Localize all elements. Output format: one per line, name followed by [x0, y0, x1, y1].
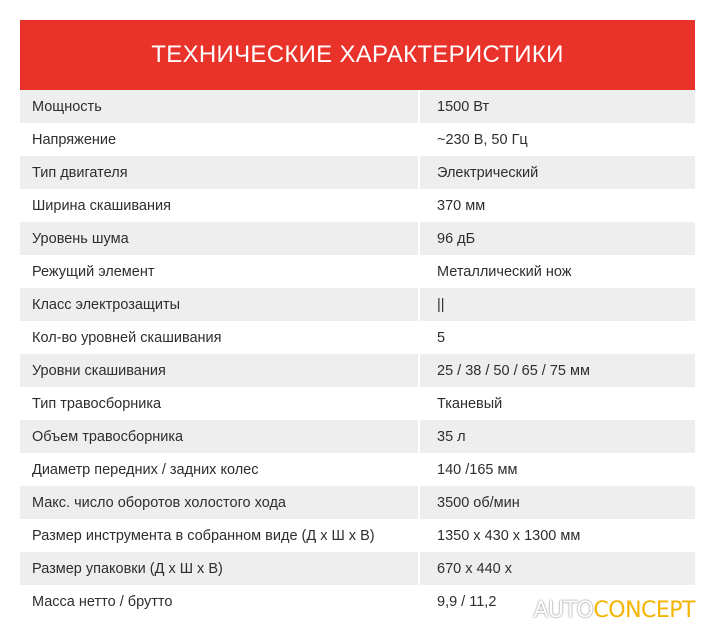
- autoconcept-watermark-logo: [531, 598, 697, 622]
- spec-label: Диаметр передних / задних колес: [20, 453, 418, 486]
- spec-row-noise-level: [20, 222, 695, 255]
- spec-value: 5: [420, 321, 695, 354]
- spec-row-cutting-element: [20, 255, 695, 288]
- spec-row-grass-box-type: [20, 387, 695, 420]
- spec-value: 3500 об/мин: [420, 486, 695, 519]
- specs-title: ТЕХНИЧЕСКИЕ ХАРАКТЕРИСТИКИ: [151, 41, 564, 68]
- spec-label: Уровень шума: [20, 222, 418, 255]
- spec-label: Уровни скашивания: [20, 354, 418, 387]
- spec-label: Кол-во уровней скашивания: [20, 321, 418, 354]
- spec-row-protection-class: [20, 288, 695, 321]
- spec-value: 1350 х 430 х 1300 мм: [420, 519, 695, 552]
- spec-label: Класс электрозащиты: [20, 288, 418, 321]
- spec-value: 96 дБ: [420, 222, 695, 255]
- spec-value: 370 мм: [420, 189, 695, 222]
- spec-row-cutting-width: [20, 189, 695, 222]
- spec-label: Объем травосборника: [20, 420, 418, 453]
- spec-row-voltage: [20, 123, 695, 156]
- spec-label: Масса нетто / брутто: [20, 585, 418, 618]
- spec-value: 670 х 440 х: [420, 552, 695, 585]
- specs-table: [20, 90, 695, 618]
- spec-row-power: [20, 90, 695, 123]
- spec-value: 35 л: [420, 420, 695, 453]
- spec-label: Тип травосборника: [20, 387, 418, 420]
- spec-label: Ширина скашивания: [20, 189, 418, 222]
- spec-value: 9,9 / 11,2: [420, 585, 695, 618]
- spec-row-height-levels-count: [20, 321, 695, 354]
- watermark-auto: AUTO: [533, 597, 594, 623]
- spec-label: Макс. число оборотов холостого хода: [20, 486, 418, 519]
- spec-row-wheel-diameter: [20, 453, 695, 486]
- spec-row-max-rpm: [20, 486, 695, 519]
- spec-value: 25 / 38 / 50 / 65 / 75 мм: [420, 354, 695, 387]
- spec-label: Размер инструмента в собранном виде (Д х Ш х В): [20, 519, 418, 552]
- spec-value: 140 /165 мм: [420, 453, 695, 486]
- spec-label: Тип двигателя: [20, 156, 418, 189]
- spec-label: Напряжение: [20, 123, 418, 156]
- spec-row-motor-type: [20, 156, 695, 189]
- spec-value: Металлический нож: [420, 255, 695, 288]
- watermark-concept: CONCEPT: [593, 597, 695, 623]
- spec-value: ||: [420, 288, 695, 321]
- spec-row-height-levels: [20, 354, 695, 387]
- spec-value: Электрический: [420, 156, 695, 189]
- spec-value: ~230 В, 50 Гц: [420, 123, 695, 156]
- spec-label: Размер упаковки (Д х Ш х В): [20, 552, 418, 585]
- spec-value: 1500 Вт: [420, 90, 695, 123]
- spec-row-package-size: [20, 552, 695, 585]
- spec-row-grass-box-volume: [20, 420, 695, 453]
- spec-row-assembled-size: [20, 519, 695, 552]
- spec-value: Тканевый: [420, 387, 695, 420]
- spec-label: Режущий элемент: [20, 255, 418, 288]
- specs-header: [20, 20, 695, 90]
- spec-label: Мощность: [20, 90, 418, 123]
